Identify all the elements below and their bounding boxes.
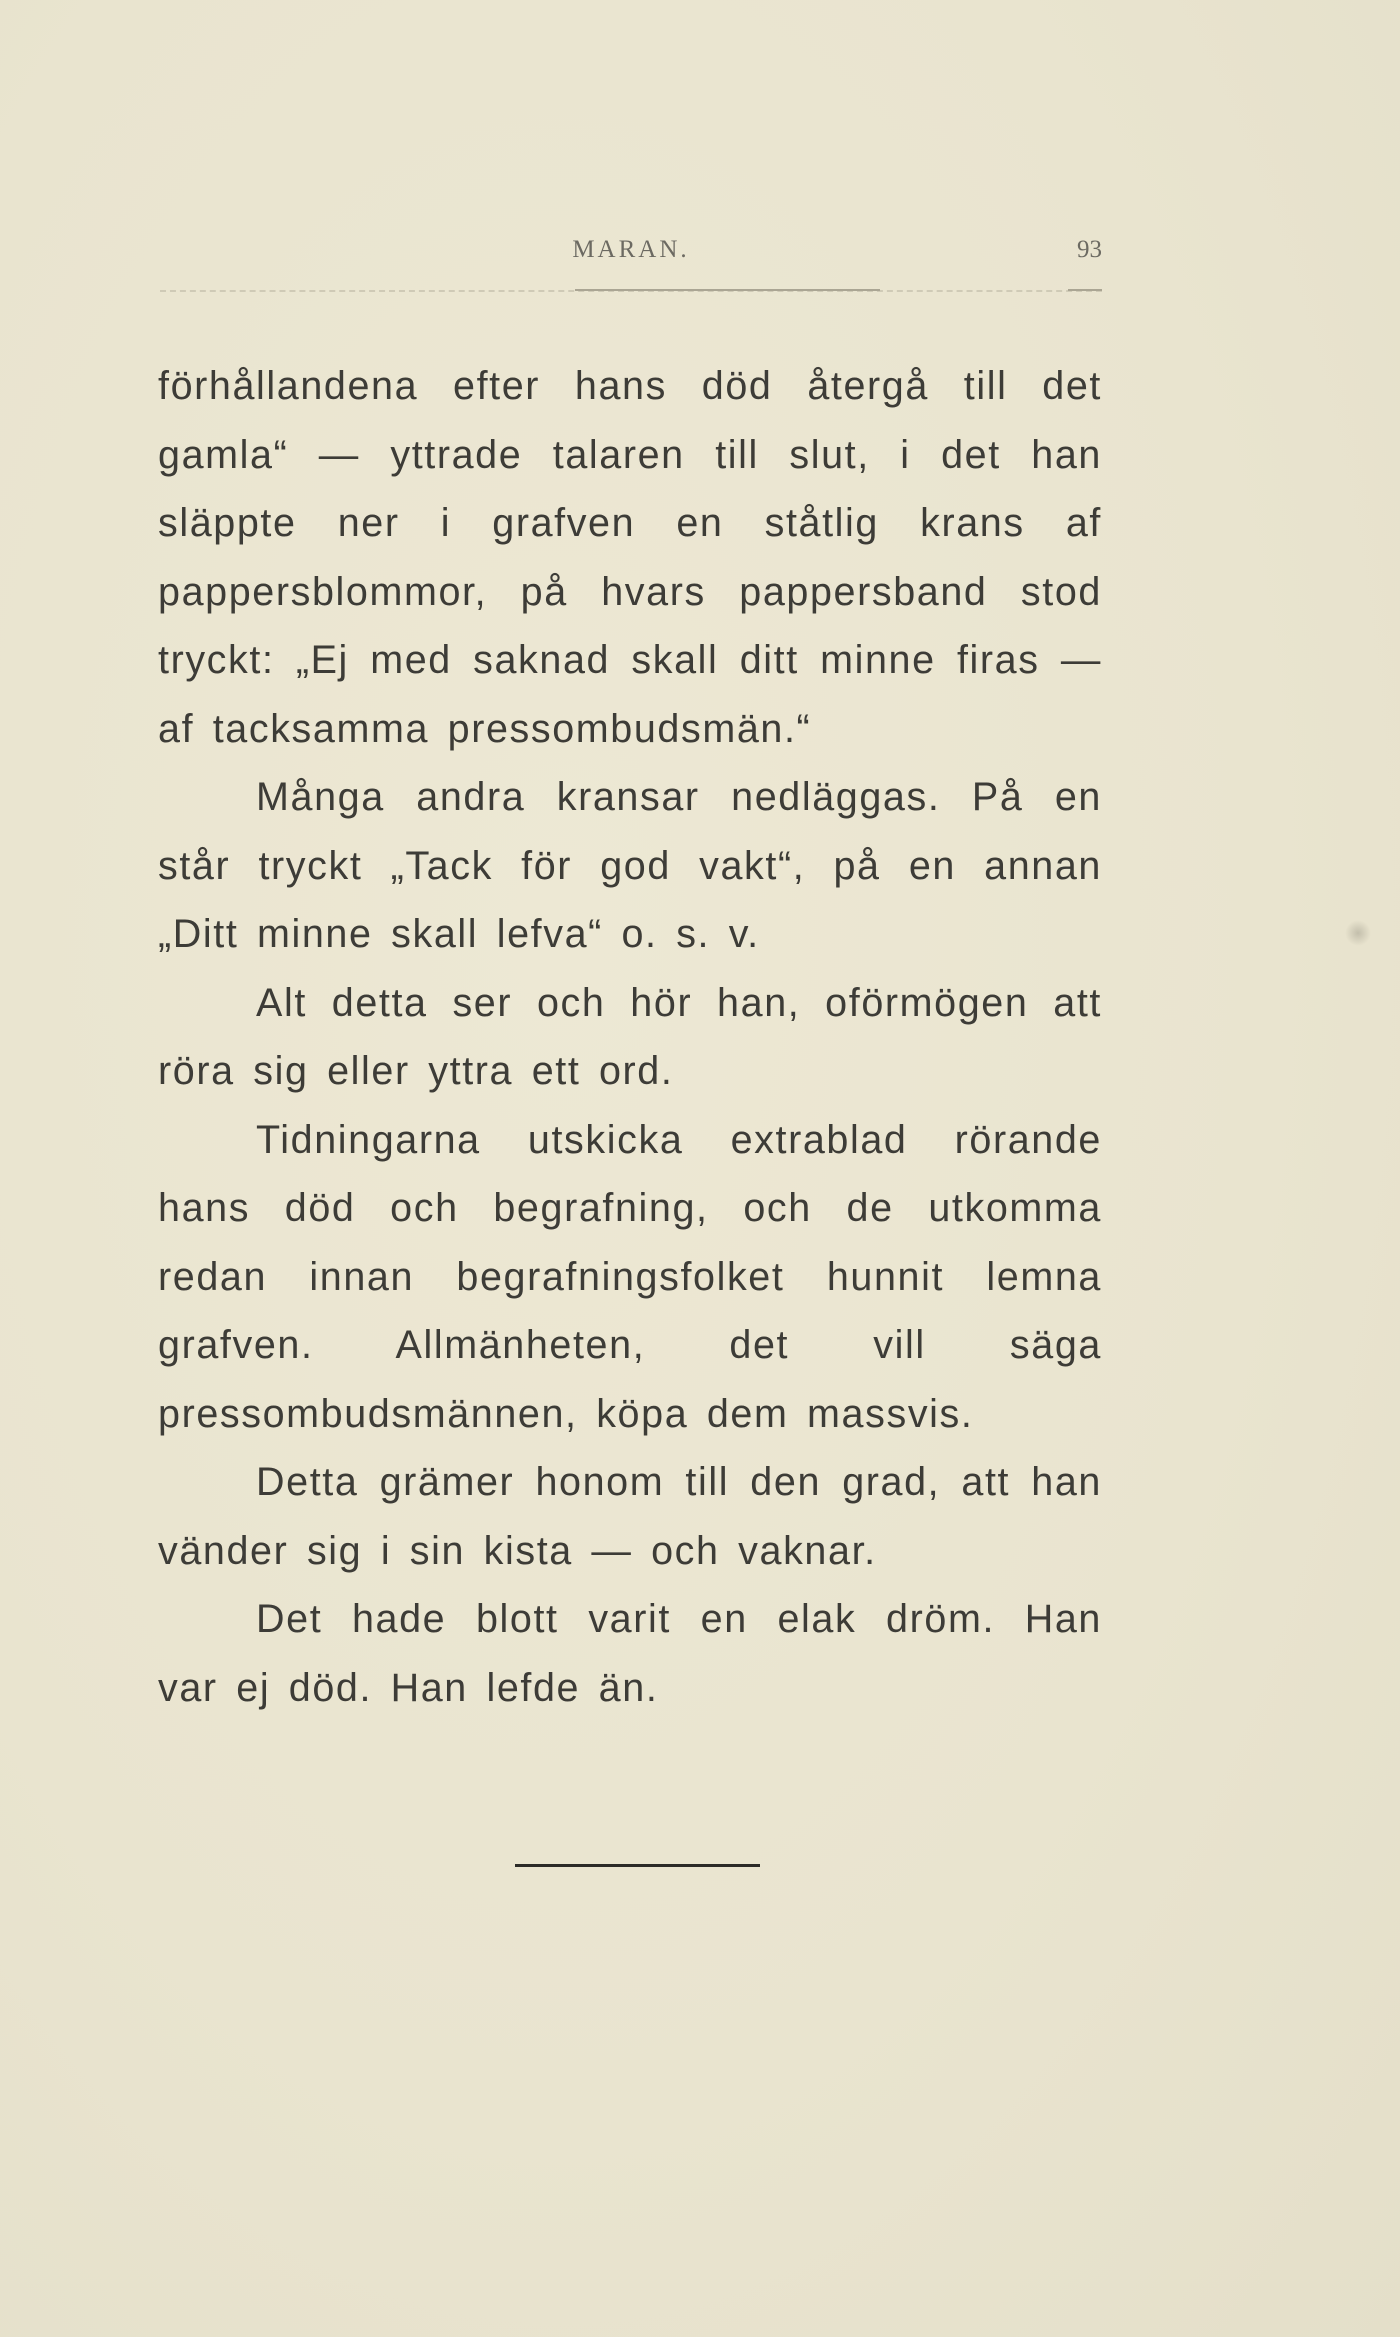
header-rule-right [1068,289,1102,291]
header-rule-center [575,289,880,291]
end-rule [515,1864,760,1867]
paragraph-det-hade: Det hade blott varit en elak dröm. Han var ej död. Han lefde än. [158,1597,1102,1710]
paper-smudge [1345,920,1371,946]
paragraph-detta-gramer: Detta grämer honom till den grad, att han vänder sig i sin kista — och vaknar. [158,1460,1102,1573]
paragraph-kransar: Många andra kransar nedläggas. På en står tryckt „Tack för god vakt“, på en annan „Ditt minne skall lefva“ o. s. v. [158,775,1102,956]
paragraph-continuation: förhållandena efter hans död återgå till det gamla“ — yttrade talaren till slut, i det han släppte ner i grafven en ståtlig krans af pappersblommor, på hvars pappersband stod tryckt: „Ej med saknad skall ditt minne firas — af tacksamma pressombudsmän.“ [158,364,1102,751]
running-title: MARAN. [572,236,690,263]
paragraph-alt-detta: Alt detta ser och hör han, oförmögen att röra sig eller yttra ett ord. [158,980,1102,1093]
running-head [160,236,1102,276]
page-number: 93 [1077,236,1102,263]
paragraph-tidningarna: Tidningarna utskicka extrablad rörande hans död och begrafning, och de utkomma redan innan begrafningsfolket hunnit lemna grafven. Allmänheten, det vill säga pressombudsmännen, köpa dem massvis. [158,1117,1102,1436]
body-text [158,352,1102,1722]
